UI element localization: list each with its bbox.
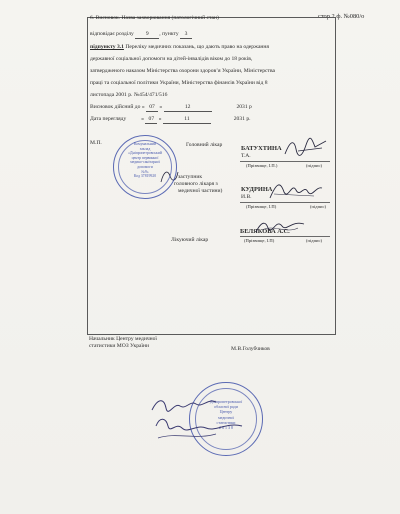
review-month: 11 <box>163 116 211 124</box>
footer-head-name: М.В.Голубчиков <box>231 346 270 352</box>
signer-2-name: КУДРИНА <box>241 186 273 193</box>
clinic-stamp <box>113 135 177 199</box>
signer-3-caption-sign: (підпис) <box>306 238 323 243</box>
signature-3-handwriting <box>252 216 308 238</box>
review-day: 07 <box>145 116 157 124</box>
signer-1-caption-sign: (підпис) <box>306 163 323 168</box>
clinic-stamp-line: №9» <box>141 169 149 174</box>
clinic-stamp-text <box>114 142 176 179</box>
signer-2-caption-name: (Прізвище, І.П) <box>246 204 277 209</box>
section-prefix: відповідає розділу <box>90 31 134 37</box>
statistics-stamp-code: 2 6 1 3 8 <box>219 425 233 431</box>
signature-1-handwriting <box>282 137 328 159</box>
legal-text-line-4: листопада 2001 р. №454/471/516 <box>90 92 168 98</box>
validity-label: Висновок дійсний до <box>90 104 141 110</box>
subitem-text: Переліку медичних показань, що дають право на одержання <box>125 44 269 50</box>
signer-1-underline <box>240 161 330 162</box>
footer-head-title-2: статистики МОЗ України <box>89 343 150 349</box>
item-prefix: , пункту <box>159 31 179 37</box>
validity-day: 07 <box>146 104 158 112</box>
signature-2-handwriting <box>266 178 324 204</box>
legal-text-line-1: державної соціальної допомоги на дітей-інвалідів віком до 18 років, <box>90 56 253 62</box>
validity-month: 12 <box>164 104 212 112</box>
form-reference: стор.2 ф. №080/о <box>318 13 365 20</box>
signer-1-initials: Т.А. <box>241 153 251 159</box>
clinic-stamp-line: центр первинної <box>131 155 159 160</box>
clinic-stamp-line: «Дніпропетровський <box>128 151 162 156</box>
review-line: Дата перегляду « 07 » 11 2031 р. <box>90 116 251 122</box>
statistics-stamp-line: обласної ради <box>214 404 238 410</box>
signer-3-caption-name: (Прізвище, І.П) <box>244 238 275 243</box>
section-number: 9 <box>135 31 159 39</box>
legal-text-line-2: затвердженого наказом Міністерства охорони здоров’я України, Міністерства <box>90 68 276 74</box>
validity-year: 2031 р <box>236 104 252 110</box>
deputy-title-line-3: медичної частини) <box>178 188 223 194</box>
validity-line: Висновок дійсний до « 07 » 12 2031 р <box>90 104 252 110</box>
seal-place-label: М.П. <box>90 140 102 146</box>
statistics-stamp-line: медичної <box>218 414 234 420</box>
deputy-title-line-1: заступник <box>178 174 203 180</box>
subitem-line <box>90 44 269 51</box>
item-number: 3 <box>180 31 192 39</box>
signer-2-caption-sign: (підпис) <box>310 204 327 209</box>
signer-1-caption-name: (Прізвище, І.П.) <box>246 163 278 168</box>
deputy-title-line-2: головного лікаря з <box>174 181 218 187</box>
chief-doctor-title: Головний лікар <box>186 142 223 148</box>
review-year: 2031 р. <box>233 116 251 122</box>
signer-1-name: БАТУХТИНА <box>241 145 282 152</box>
statistics-stamp-line: статистики <box>216 419 236 425</box>
review-label: Дата перегляду <box>90 116 127 122</box>
signer-3-name: БЕЛЯКОВА А.С. <box>240 228 290 235</box>
clinic-stamp-line: допомоги <box>137 164 153 169</box>
section-reference-line <box>90 31 192 39</box>
statistics-stamp-line: Центру <box>219 409 233 415</box>
clinic-stamp-code: Код 37819920 <box>133 174 157 179</box>
legal-text-line-3: праці та соціальної політики України, Міністерства фінансів України від 8 <box>90 80 268 86</box>
statistics-stamp-line: Дніпропетровської <box>209 399 243 404</box>
conclusion-heading: 6. Висновок. Назва захворювання (патологічний стан) <box>90 15 219 21</box>
clinic-stamp-line: медико-санітарної <box>130 160 160 165</box>
attending-doctor-title: Лікуючий лікар <box>171 237 209 243</box>
footer-head-title-1: Начальник Центру медичної <box>89 336 157 342</box>
clinic-stamp-line: Комунальний <box>134 142 156 146</box>
clinic-stamp-line: заклад <box>139 146 151 151</box>
subitem-number: підпункту 3.1 <box>90 44 124 50</box>
certification-handwriting <box>146 388 256 448</box>
signer-2-initials: И.В. <box>241 194 252 200</box>
